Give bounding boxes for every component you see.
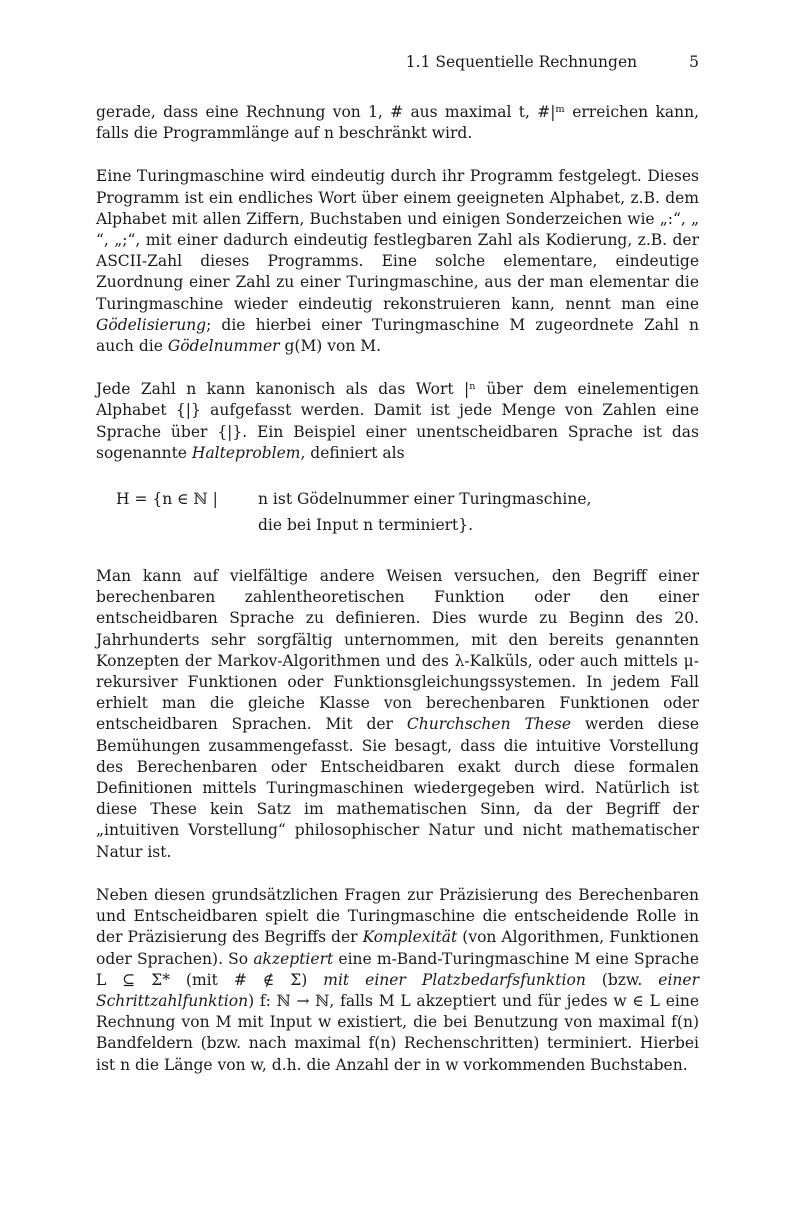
paragraph-5-text-e: eine m-Band-Turingmaschine M eine Sprache L ⊆ Σ* (mit # ∉ Σ) <box>96 949 699 989</box>
paragraph-2-text-e: g(M) von M. <box>284 337 382 356</box>
paragraph-4 <box>96 566 699 863</box>
paragraph-3-text-a: Jede Zahl n kann kanonisch als das Wort |ⁿ über dem einelementigen Alphabet {|} aufgefasst werden. Damit ist jede Menge von Zahlen eine Sprache über {|}. Ein Beispiel einer unentscheidbaren Sprache ist das sogenannte <box>96 380 699 462</box>
formula-lhs: H = {n ∈ ℕ | <box>116 490 218 509</box>
formula-line-2: die bei Input n terminiert}. <box>258 516 474 535</box>
running-head <box>96 52 699 76</box>
paragraph-2 <box>96 166 699 357</box>
book-page <box>96 52 699 1098</box>
paragraph-5-text-i: ) f: ℕ → ℕ, falls M L akzeptiert und für jedes w ∈ L eine Rechnung von M mit Input w existiert, die bei Benutzung von maximal f(n) Bandfeldern (bzw. nach maximal f(n) Rechenschritten) terminiert. Hierbei ist n die Länge von w, d.h. die Anzahl der in w vorkommenden Buchstaben. <box>96 991 699 1074</box>
term-schrittzahlfunktion: einer Schrittzahlfunktion <box>96 970 699 1010</box>
paragraph-3-text-c: , definiert als <box>300 443 405 462</box>
section-title: 1.1 Sequentielle Rechnungen <box>405 53 638 71</box>
paragraph-3 <box>96 379 699 464</box>
term-platzbedarfsfunktion: mit einer Platzbedarfsfunktion <box>323 970 586 989</box>
halting-problem-formula <box>96 486 699 538</box>
paragraph-1-text: gerade, dass eine Rechnung von 1, # aus maximal t, #|ᵐ erreichen kann, falls die Programmlänge auf n beschränkt wird. <box>96 103 699 143</box>
term-akzeptiert: akzeptiert <box>253 949 334 968</box>
formula-line-1: n ist Gödelnummer einer Turingmaschine, <box>258 490 592 509</box>
term-goedelnummer: Gödelnummer <box>167 337 280 356</box>
page-number: 5 <box>689 53 699 71</box>
paragraph-2-text-c: ; die hierbei einer Turingmaschine M zugeordnete Zahl n auch die <box>96 315 699 356</box>
term-komplexitaet: Komplexität <box>362 928 458 947</box>
term-churchsche-these: Churchschen These <box>406 715 572 734</box>
paragraph-1 <box>96 102 699 144</box>
paragraph-5 <box>96 885 699 1076</box>
paragraph-4-text-c: werden diese Bemühungen zusammengefasst. Sie besagt, dass die intuitive Vorstellung des Berechenbaren oder Entscheidbaren exakt durch diese formalen Definitionen mittels Turingmaschinen wiedergegeben wird. Natürlich ist diese These kein Satz im mathematischen Sinn, da der Begriff der „intuitiven Vorstellung“ philosophischer Natur und nicht mathematischer Natur ist. <box>96 715 699 861</box>
paragraph-5-text-c: (von Algorithmen, Funktionen oder Sprachen). So <box>96 928 699 968</box>
term-halteproblem: Halteproblem <box>191 443 301 462</box>
paragraph-5-text-a: Neben diesen grundsätzlichen Fragen zur Präzisierung des Berechenbaren und Entscheidbaren spielt die Turingmaschine die entscheidende Rolle in der Präzisierung des Begriffs der <box>96 885 699 947</box>
paragraph-5-text-g: (bzw. <box>601 970 643 989</box>
term-goedelisierung: Gödelisierung <box>96 315 207 334</box>
paragraph-2-text-a: Eine Turingmaschine wird eindeutig durch ihr Programm festgelegt. Dieses Programm ist ein endliches Wort über einem geeigneten Alphabet, z.B. dem Alphabet mit allen Ziffern, Buchstaben und einigen Sonderzeichen wie „:“, „ “, „;“, mit einer dadurch eindeutig festlegbaren Zahl als Kodierung, z.B. der ASCII-Zahl dieses Programms. Eine solche elementare, eindeutige Zuordnung einer Zahl zu einer Turingmaschine, aus der man elementar die Turingmaschine wieder eindeutig rekonstruieren kann, nennt man eine <box>96 167 699 313</box>
paragraph-4-text-a: Man kann auf vielfältige andere Weisen versuchen, den Begriff einer berechenbaren zahlentheoretischen Funktion oder den einer entscheidbaren Sprache zu definieren. Dies wurde zu Beginn des 20. Jahrhunderts sehr sorgfältig unternommen, mit den bereits genannten Konzepten der Markov-Algorithmen und des λ-Kalküls, oder auch mittels μ-rekursiver Funktionen oder Funktionsgleichungssystemen. In jedem Fall erhielt man die gleiche Klasse von berechenbaren Funktionen oder entscheidbaren Sprachen. Mit der <box>96 567 699 734</box>
